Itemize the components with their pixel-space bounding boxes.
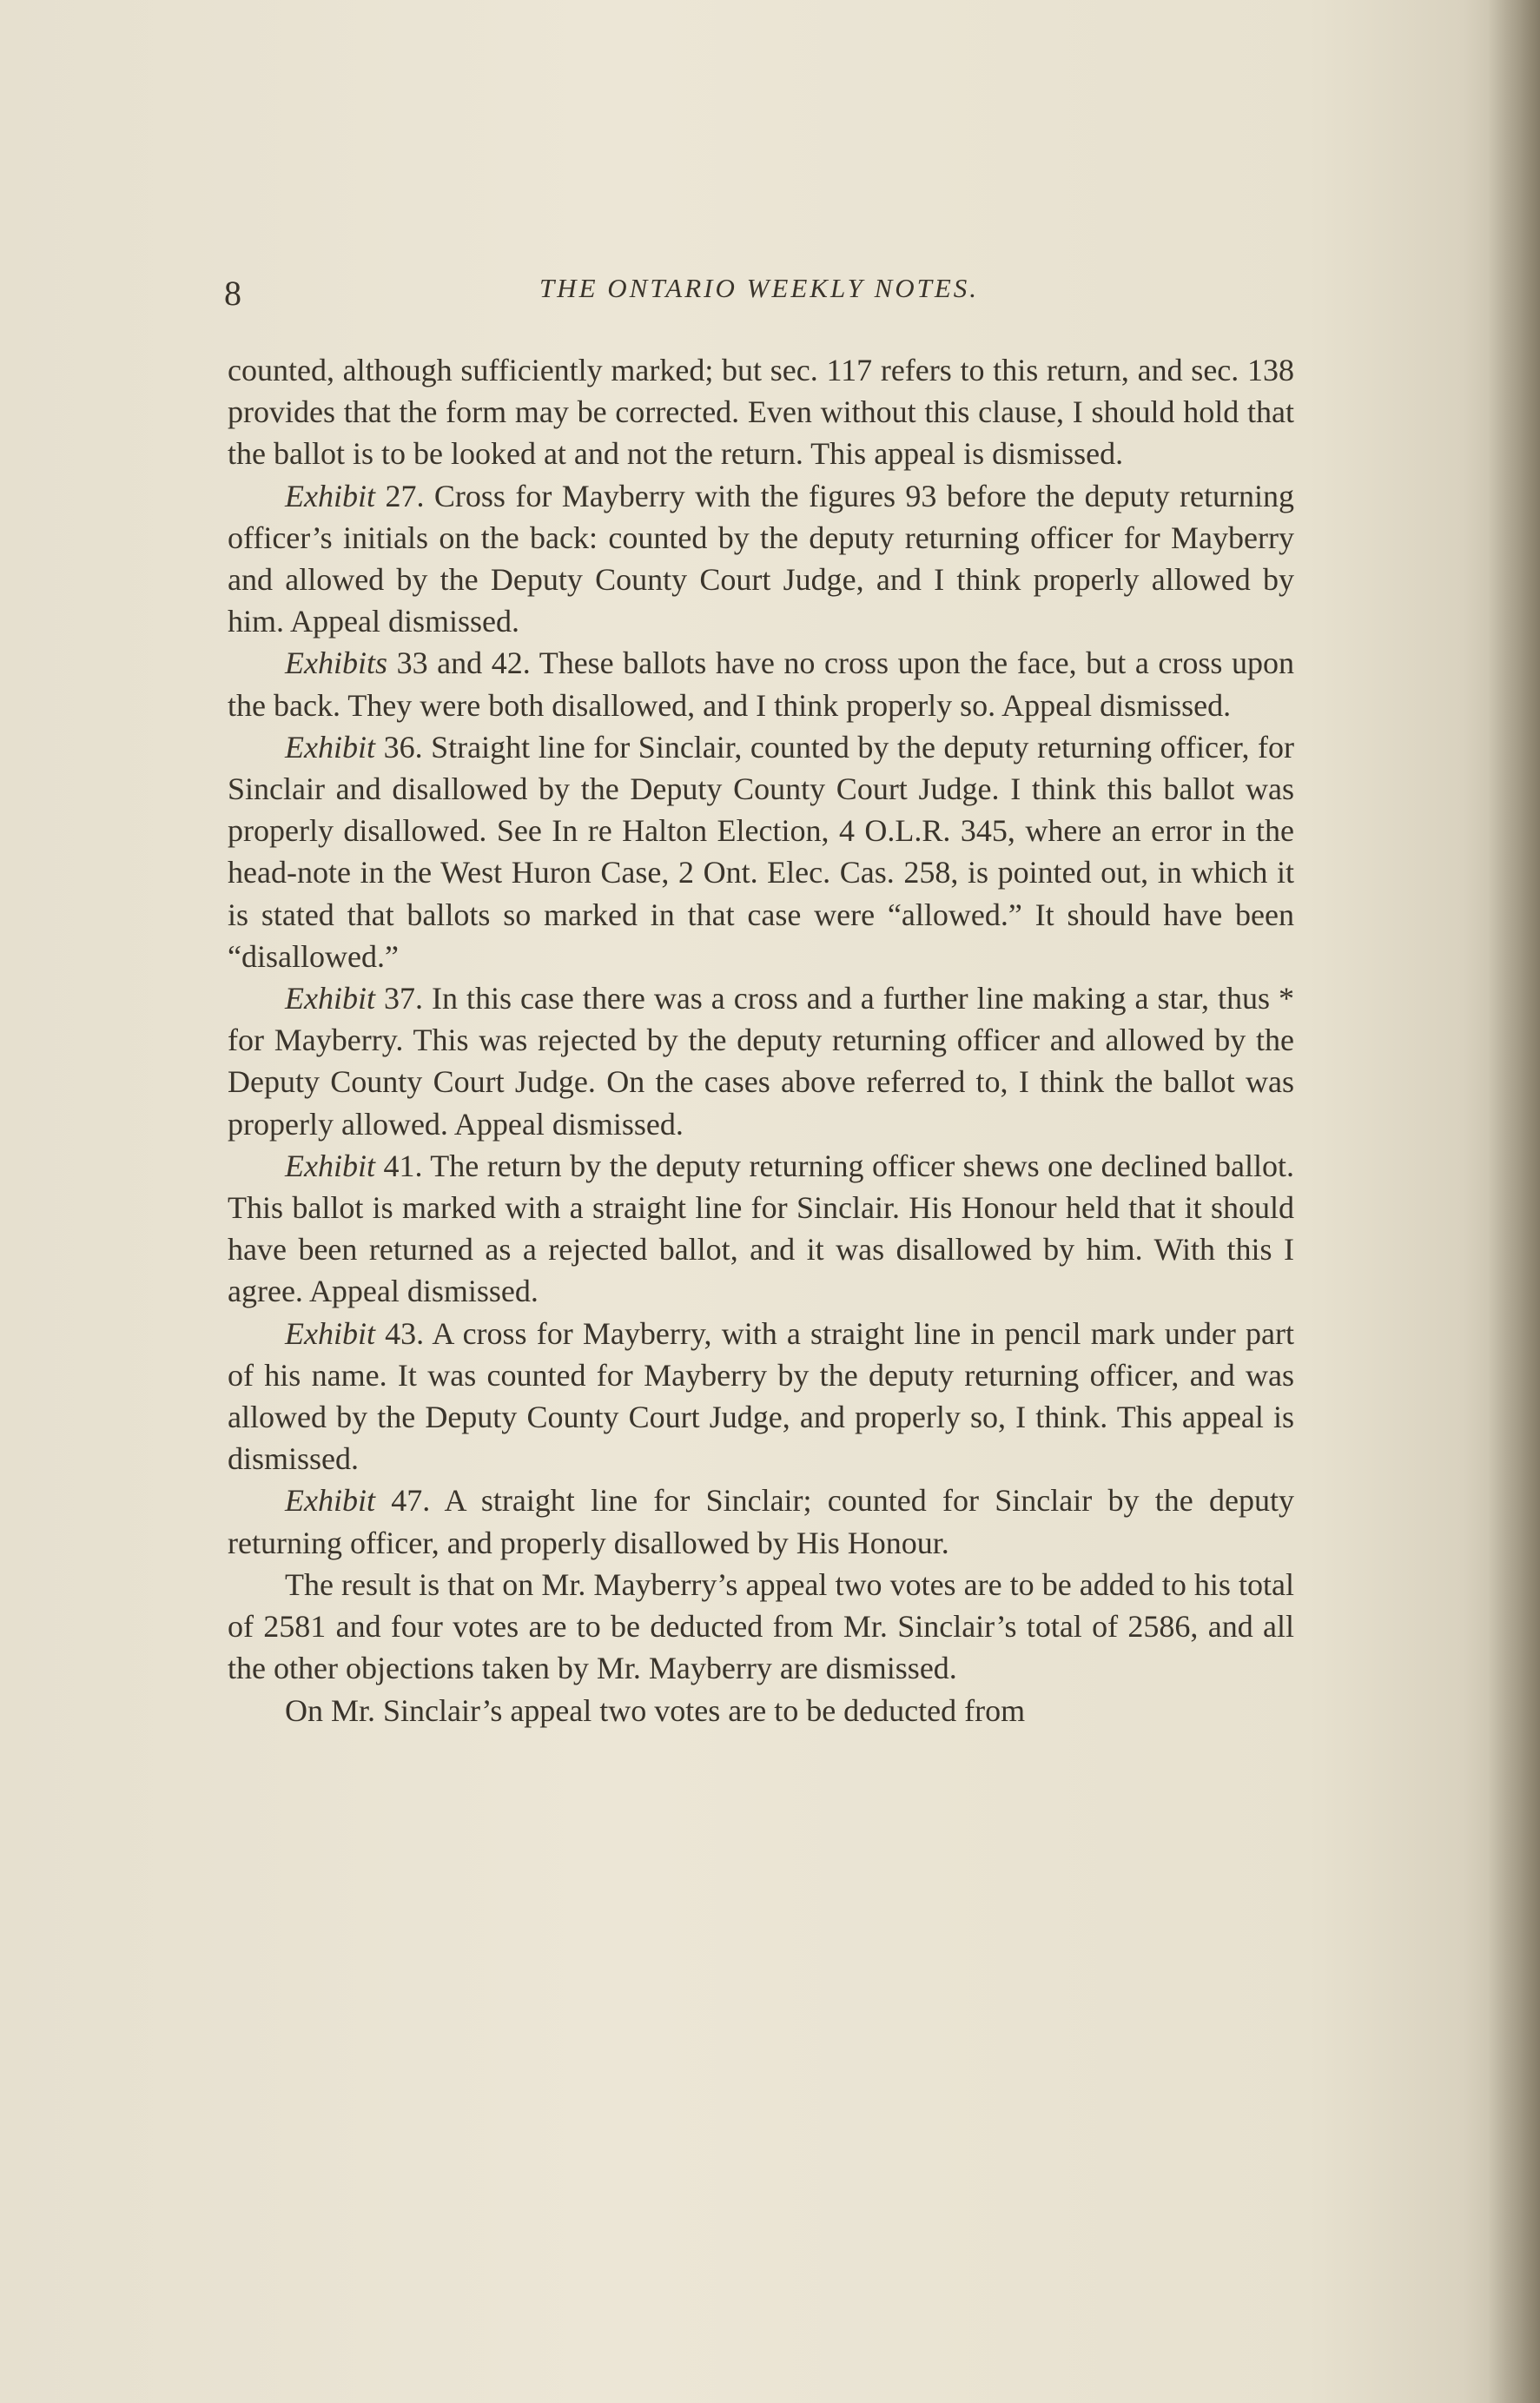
exhibit-number: 37. bbox=[383, 981, 423, 1016]
paragraph-exhibit-41 bbox=[228, 1145, 1294, 1313]
exhibit-number: 27. bbox=[385, 478, 425, 513]
exhibit-label: Exhibit bbox=[285, 1483, 375, 1519]
paragraph-text: In this case there was a cross and a further line making a star, thus * for Mayberry. This was rejected by the deputy returning officer and allowed by the Deputy County Court Judge. On the cases above referred to, I think the ballot was properly allowed. Appeal dismissed. bbox=[228, 981, 1295, 1142]
body-text bbox=[228, 349, 1294, 1731]
paragraph-text: A straight line for Sinclair; counted for Sinclair by the deputy returning officer, and properly disallowed by His Honour. bbox=[228, 1483, 1295, 1560]
exhibit-number: 33 and 42. bbox=[396, 645, 531, 681]
exhibit-number: 41. bbox=[383, 1148, 423, 1183]
exhibit-label: Exhibit bbox=[285, 981, 375, 1016]
exhibit-number: 36. bbox=[383, 729, 423, 765]
exhibit-label: Exhibits bbox=[285, 645, 387, 681]
paragraph-exhibit-47 bbox=[228, 1480, 1294, 1563]
page-spine-shadow bbox=[1488, 0, 1540, 2403]
paragraph-sinclair-appeal bbox=[228, 1690, 1294, 1731]
paragraph-exhibit-37 bbox=[228, 977, 1294, 1145]
exhibit-label: Exhibit bbox=[285, 1148, 375, 1183]
exhibit-label: Exhibit bbox=[285, 478, 375, 513]
running-head: THE ONTARIO WEEKLY NOTES. bbox=[539, 273, 980, 303]
paragraph-text: On Mr. Sinclair’s appeal two votes are to be deducted from bbox=[285, 1692, 1026, 1728]
paragraph-text: These ballots have no cross upon the face, but a cross upon the back. They were both disallowed, and I think properly so. Appeal dismissed. bbox=[228, 645, 1294, 723]
page-number: 8 bbox=[224, 274, 242, 313]
paragraph-result-mayberry bbox=[228, 1564, 1294, 1690]
paragraph-continuation bbox=[228, 349, 1294, 475]
paragraph-exhibit-43 bbox=[228, 1313, 1294, 1480]
exhibit-label: Exhibit bbox=[285, 729, 375, 765]
paragraph-exhibit-36 bbox=[228, 726, 1294, 977]
paragraph-text: Cross for Mayberry with the figures 93 before the deputy returning officer’s initials on the back: counted by the deputy returning officer for Mayberry and allowed by the Deputy County Court Judge, and I think properly allowed by him. Appeal dismissed. bbox=[228, 478, 1295, 639]
exhibit-number: 43. bbox=[385, 1315, 425, 1351]
paragraph-exhibit-27 bbox=[228, 475, 1294, 643]
paragraph-text: Straight line for Sinclair, counted by the deputy returning officer, for Sinclair and disallowed by the Deputy County Court Judge. I think this ballot was properly disallowed. See In re Halton Election, 4 O.L.R. 345, where an error in the head-note in the West Huron Case, 2 Ont. Elec. Cas. 258, is pointed out, in which it is stated that ballots so marked in that case were “allowed.” It should have been “disallowed.” bbox=[228, 729, 1295, 974]
paragraph-exhibits-33-42 bbox=[228, 642, 1294, 725]
exhibit-label: Exhibit bbox=[285, 1315, 375, 1351]
paragraph-text: counted, although sufficiently marked; but sec. 117 refers to this return, and sec. 138 provides that the form may be corrected. Even without this clause, I should hold that the ballot is to be looked at and not the return. This appeal is dismissed. bbox=[228, 353, 1294, 472]
paragraph-text: A cross for Mayberry, with a straight line in pencil mark under part of his name. It was counted for Mayberry by the deputy returning officer, and was allowed by the Deputy County Court Judge, and properly so, I think. This appeal is dismissed. bbox=[228, 1315, 1294, 1477]
exhibit-number: 47. bbox=[391, 1483, 431, 1519]
paragraph-text: The result is that on Mr. Mayberry’s appeal two votes are to be added to his total of 2581 and four votes are to be deducted from Mr. Sinclair’s total of 2586, and all the other objections taken by Mr. Mayberry are dismissed. bbox=[228, 1566, 1294, 1686]
page-header bbox=[224, 269, 1294, 313]
paragraph-text: The return by the deputy returning officer shews one declined ballot. This ballot is marked with a straight line for Sinclair. His Honour held that it should have been returned as a rejected ballot, and it was disallowed by him. With this I agree. Appeal dismissed. bbox=[228, 1148, 1294, 1309]
